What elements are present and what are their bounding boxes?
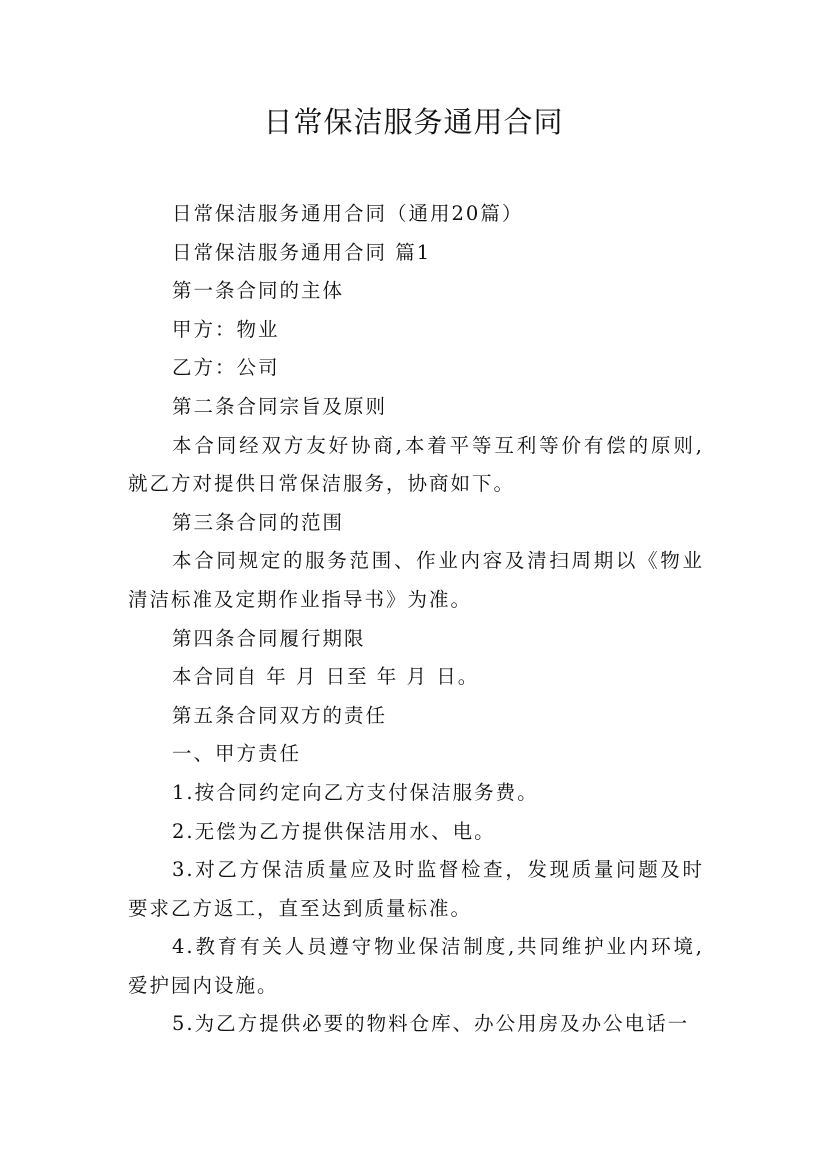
document-body — [128, 195, 704, 1044]
paragraph: 日常保洁服务通用合同 篇1 — [172, 240, 432, 264]
list-item: 2.无偿为乙方提供保洁用水、电。 — [172, 819, 496, 843]
section-heading: 第五条合同双方的责任 — [172, 703, 388, 727]
paragraph: 乙方：公司 — [172, 356, 280, 380]
section-heading: 第二条合同宗旨及原则 — [172, 394, 388, 418]
section-heading: 第四条合同履行期限 — [172, 626, 366, 650]
paragraph: 甲方：物业 — [172, 317, 280, 341]
paragraph: 一、甲方责任 — [172, 742, 302, 766]
list-item: 5.为乙方提供必要的物料仓库、办公用房及办公电话一 — [172, 1012, 690, 1036]
list-item: 1.按合同约定向乙方支付保洁服务费。 — [172, 780, 539, 804]
paragraph: 日常保洁服务通用合同（通用20篇） — [172, 202, 524, 225]
paragraph: 本合同规定的服务范围、作业内容及清扫周期以《物业清洁标准及定期作业指导书》为准。 — [128, 549, 704, 611]
section-heading: 第一条合同的主体 — [172, 279, 345, 303]
list-item: 3.对乙方保洁质量应及时监督检查，发现质量问题及时要求乙方返工，直至达到质量标准。 — [128, 858, 704, 920]
list-item: 4.教育有关人员遵守物业保洁制度,共同维护业内环境,爱护园内设施。 — [128, 935, 704, 997]
document-title: 日常保洁服务通用合同 — [263, 105, 564, 139]
paragraph: 本合同经双方友好协商,本着平等互利等价有偿的原则,就乙方对提供日常保洁服务，协商如下。 — [128, 433, 704, 496]
paragraph: 本合同自 年 月 日至 年 月 日。 — [172, 665, 480, 689]
section-heading: 第三条合同的范围 — [172, 510, 345, 534]
